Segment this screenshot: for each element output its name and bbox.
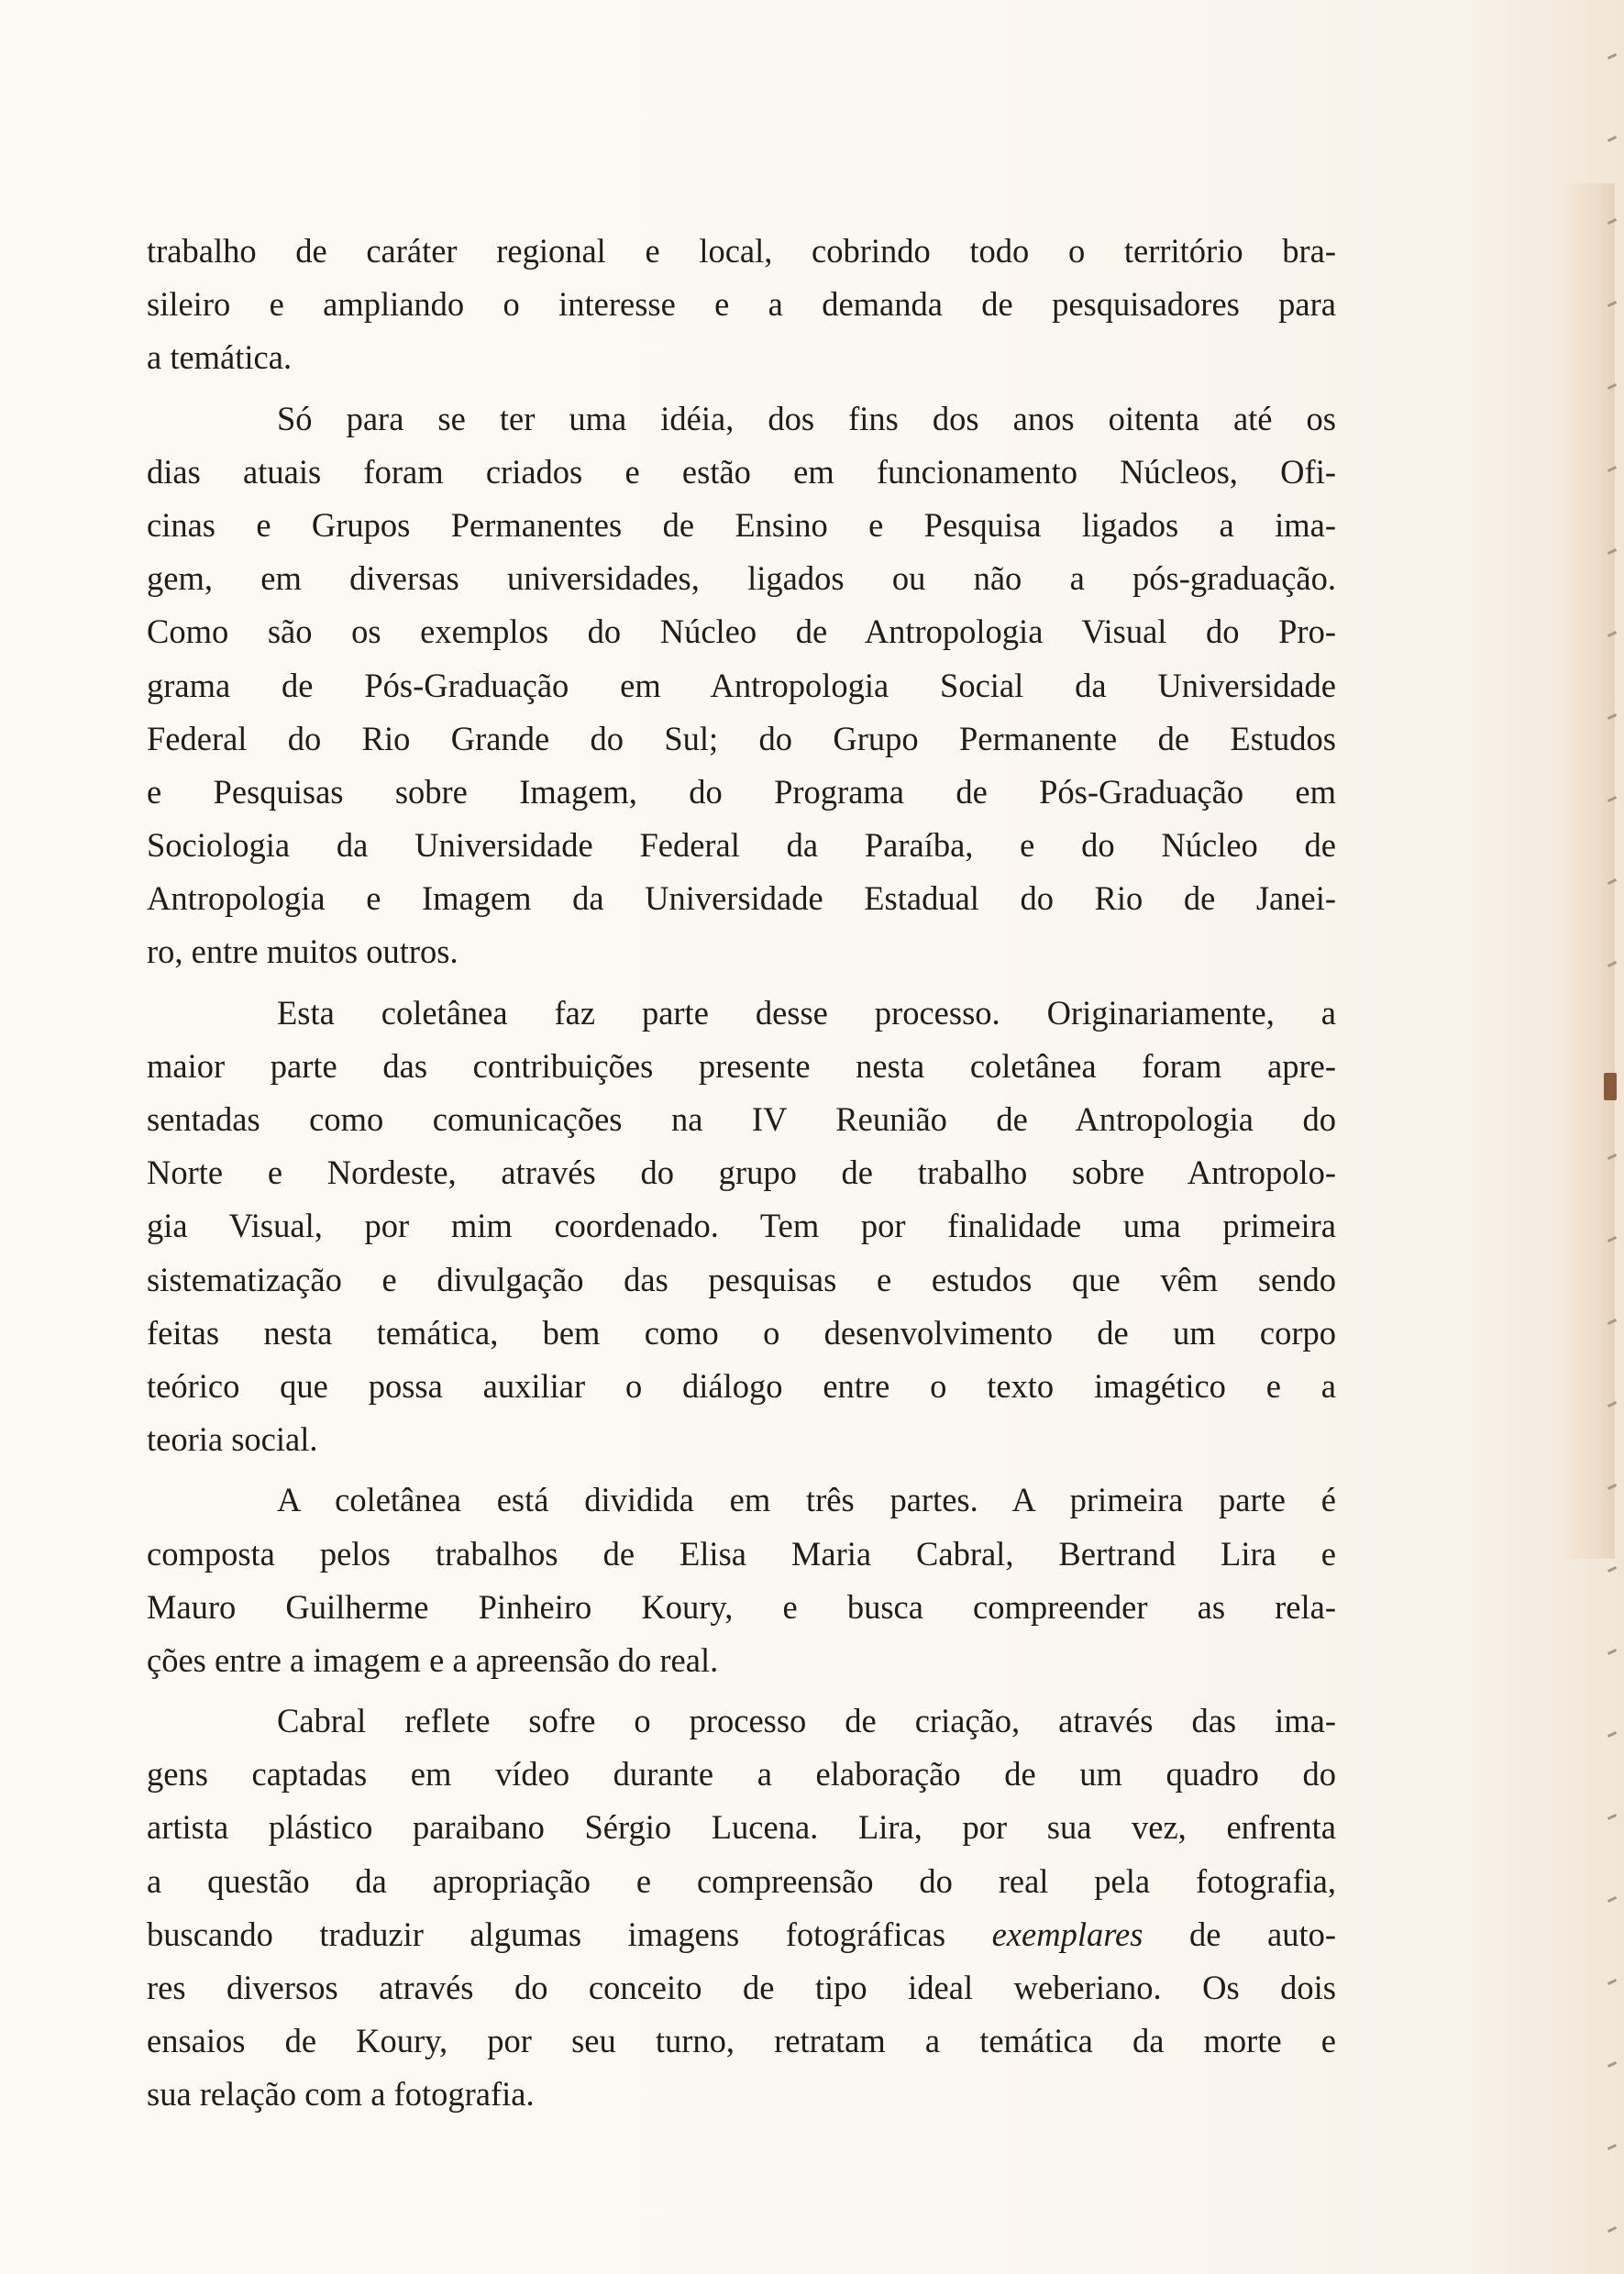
- text-line: sistematização e divulgação das pesquisas e estudos que vêm sendo: [147, 1260, 1336, 1298]
- text-line: ro, entre muitos outros.: [147, 933, 458, 971]
- text-line: buscando traduzir algumas imagens fotográficas exemplares de auto-: [147, 1915, 1336, 1953]
- text-line: teoria social.: [147, 1420, 318, 1459]
- text-line: grama de Pós-Graduação em Antropologia Social da Universidade: [147, 666, 1336, 704]
- edge-mark: [1607, 548, 1617, 555]
- text-line: e Pesquisas sobre Imagem, do Programa de Pós-Graduação em: [147, 772, 1336, 811]
- edge-mark: [1607, 1319, 1617, 1325]
- paragraph: [147, 1474, 1336, 1687]
- text-line: ções entre a imagem e a apreensão do real.: [147, 1640, 719, 1679]
- edge-mark: [1607, 2226, 1617, 2233]
- text-line: Federal do Rio Grande do Sul; do Grupo Permanente de Estudos: [147, 719, 1336, 757]
- text-line: Norte e Nordeste, através do grupo de trabalho sobre Antropolo-: [147, 1154, 1336, 1192]
- text-line: sileiro e ampliando o interesse e a demanda de pesquisadores para: [147, 285, 1336, 324]
- text-line: teórico que possa auxiliar o diálogo entre o texto imagético e a: [147, 1366, 1336, 1405]
- paper-stain: [1560, 183, 1615, 1559]
- edge-mark: [1607, 713, 1617, 720]
- edge-mark: [1607, 383, 1617, 390]
- text-line: a questão da apropriação e compreensão do real pela fotografia,: [147, 1861, 1336, 1900]
- text-line: gem, em diversas universidades, ligados ou não a pós-graduação.: [147, 559, 1336, 598]
- text-line: Esta coletânea faz parte desse processo. Originariamente, a: [277, 993, 1336, 1032]
- edge-mark: [1607, 631, 1617, 637]
- edge-mark: [1607, 1814, 1617, 1820]
- edge-mark: [1607, 796, 1617, 802]
- edge-mark: [1607, 1401, 1617, 1407]
- text-line: ensaios de Koury, por seu turno, retratam a temática da morte e: [147, 2022, 1336, 2060]
- edge-mark: [1607, 1649, 1617, 1655]
- paragraph-gap: [147, 1687, 1336, 1694]
- text-line: A coletânea está dividida em três partes. A primeira parte é: [277, 1481, 1336, 1519]
- edge-mark: [1607, 1236, 1617, 1242]
- paragraph-gap: [147, 385, 1336, 392]
- text-line: cinas e Grupos Permanentes de Ensino e Pesquisa ligados a ima-: [147, 505, 1336, 544]
- edge-mark: [1607, 1566, 1617, 1573]
- edge-mark: [1607, 1154, 1617, 1160]
- paragraph: [147, 987, 1336, 1467]
- text-line: feitas nesta temática, bem como o desenvolvimento de um corpo: [147, 1313, 1336, 1352]
- text-line: Cabral reflete sofre o processo de criação, através das ima-: [277, 1702, 1336, 1740]
- edge-mark: [1607, 1484, 1617, 1490]
- edge-mark: [1607, 2061, 1617, 2068]
- edge-mark: [1607, 961, 1617, 967]
- text-line: a temática.: [147, 338, 293, 377]
- edge-mark: [1607, 1731, 1617, 1738]
- italic-word: exemplares: [991, 1915, 1143, 1953]
- edge-mark: [1607, 878, 1617, 885]
- text-line: Mauro Guilherme Pinheiro Koury, e busca compreender as rela-: [147, 1587, 1336, 1626]
- edge-mark: [1607, 53, 1617, 60]
- text-line: Como são os exemplos do Núcleo de Antropologia Visual do Pro-: [147, 613, 1336, 651]
- text-line: res diversos através do conceito de tipo ideal weberiano. Os dois: [147, 1969, 1336, 2006]
- body-text: [147, 225, 1336, 2122]
- edge-tear: [1604, 1073, 1617, 1100]
- text-line: Sociologia da Universidade Federal da Paraíba, e do Núcleo de: [147, 826, 1336, 865]
- paragraph: [147, 392, 1336, 979]
- edge-mark: [1607, 301, 1617, 307]
- edge-mark: [1607, 1896, 1617, 1903]
- paragraph-gap: [147, 1466, 1336, 1474]
- edge-mark: [1607, 218, 1617, 225]
- text-line: gens captadas em vídeo durante a elaboração de um quadro do: [147, 1755, 1336, 1794]
- edge-mark: [1607, 136, 1617, 142]
- paragraph: [147, 225, 1336, 385]
- text-line: Antropologia e Imagem da Universidade Estadual do Rio de Janei-: [147, 879, 1336, 918]
- text-line: dias atuais foram criados e estão em funcionamento Núcleos, Ofi-: [147, 452, 1336, 491]
- edge-mark: [1607, 2144, 1617, 2150]
- text-line: composta pelos trabalhos de Elisa Maria Cabral, Bertrand Lira e: [147, 1534, 1336, 1573]
- text-line: maior parte das contribuições presente nesta coletânea foram apre-: [147, 1046, 1336, 1085]
- text-line: trabalho de caráter regional e local, cobrindo todo o território bra-: [147, 232, 1336, 270]
- text-line: gia Visual, por mim coordenado. Tem por finalidade uma primeira: [147, 1207, 1336, 1245]
- text-line: artista plástico paraibano Sérgio Lucena. Lira, por sua vez, enfrenta: [147, 1808, 1336, 1847]
- paragraph-gap: [147, 979, 1336, 987]
- edge-mark: [1607, 1979, 1617, 1985]
- text-line: Só para se ter uma idéia, dos fins dos anos oitenta até os: [277, 399, 1336, 437]
- paragraph: [147, 1694, 1336, 2122]
- text-line: sua relação com a fotografia.: [147, 2075, 535, 2114]
- text-line: sentadas como comunicações na IV Reunião de Antropologia do: [147, 1100, 1336, 1138]
- edge-mark: [1607, 466, 1617, 472]
